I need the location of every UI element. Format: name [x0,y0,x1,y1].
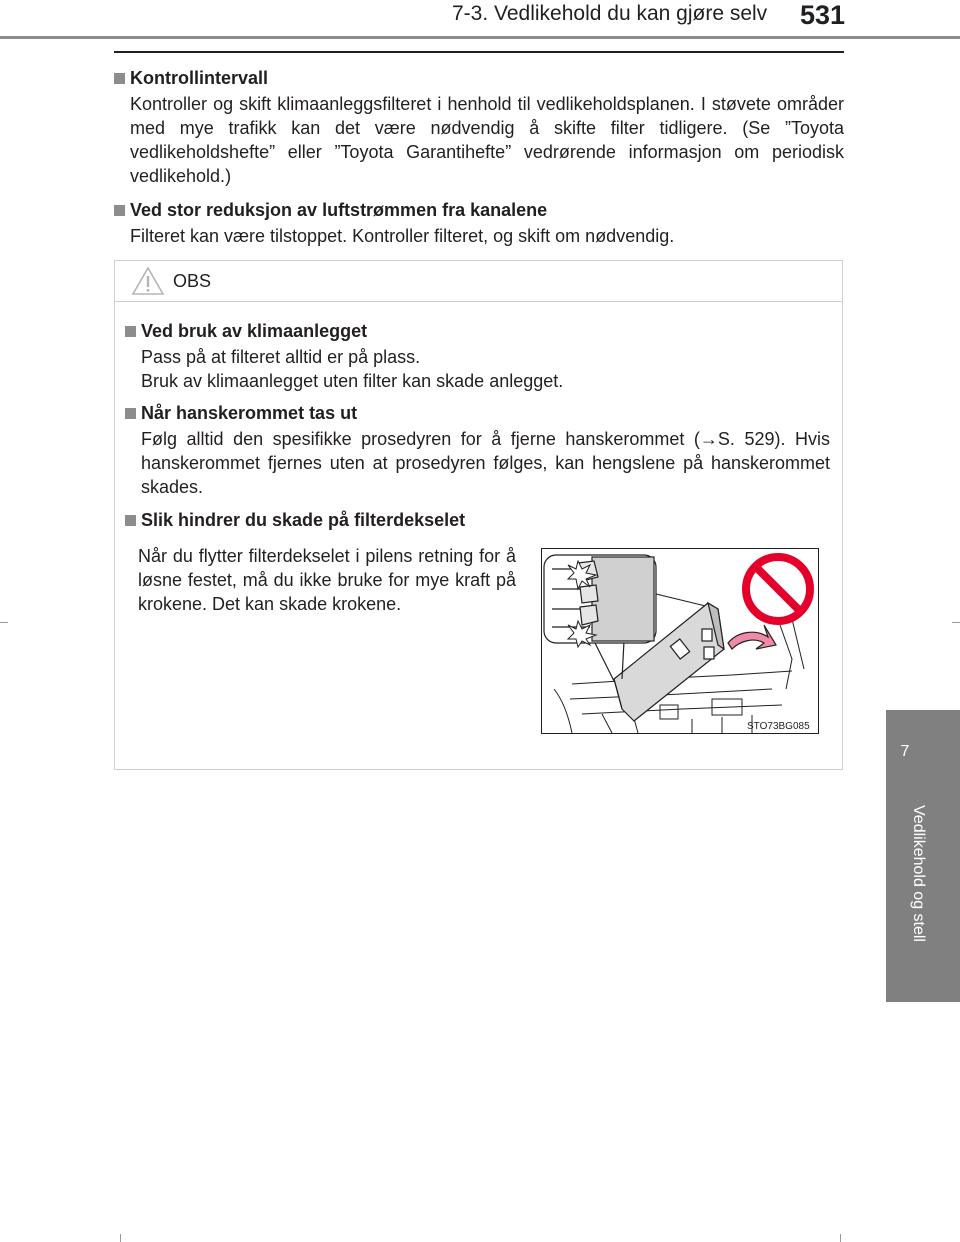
obs-item-hanskerom [125,401,830,499]
square-bullet-icon [125,408,136,419]
obs-item-line: Følg alltid den spesifikke prosedyren for å fjerne hanskerommet (→S. 529). Hvis hanskerommet fjernes uten at prosedyren følges, kan hengslene på hanskerommet skades. [141,429,830,497]
running-header: 7-3. Vedlikehold du kan gjøre selv [452,2,768,25]
obs-item-heading: Slik hindrer du skade på filterdekselet [141,510,466,530]
illustration-id: STO73BG085 [747,721,810,732]
obs-label: OBS [173,271,212,291]
header-divider [0,36,960,39]
direction-arrow-icon [728,625,776,649]
obs-item-heading: Når hanskerommet tas ut [141,403,358,423]
square-bullet-icon [114,205,125,216]
chapter-label: Vedlikehold og stell [910,805,927,942]
section-heading: Ved stor reduksjon av luftstrømmen fra kanalene [130,200,548,220]
crop-mark-left [0,622,8,623]
illustration-caption: Når du flytter filterdekselet i pilens retning for å løsne festet, må du ikke bruke for mye kraft på krokene. Det kan skade krokene. [138,546,516,614]
section-body: Filteret kan være tilstoppet. Kontroller filteret, og skift om nødvendig. [130,226,675,246]
obs-header [115,261,842,302]
section-heading: Kontrollintervall [130,68,269,88]
obs-item-heading: Ved bruk av klimaanlegget [141,321,368,341]
obs-item-klimaanlegg [125,319,830,393]
square-bullet-icon [125,326,136,337]
filter-cover-drawing [542,549,818,733]
section-luftstrom [114,198,844,248]
prohibition-icon [746,557,810,621]
crop-mark-bottom-left [120,1234,121,1242]
content-top-divider [114,51,844,53]
page-number: 531 [800,0,846,30]
filter-cover-illustration [541,548,819,734]
obs-item-line: Bruk av klimaanlegget uten filter kan skade anlegget. [141,371,564,391]
section-kontrollintervall [114,66,844,188]
crop-mark-right [952,622,960,623]
chapter-number: 7 [900,743,910,760]
crop-mark-bottom-right [840,1234,841,1242]
square-bullet-icon [114,73,125,84]
obs-item-filterdeksel [125,508,830,532]
square-bullet-icon [125,515,136,526]
obs-item-line: Pass på at filteret alltid er på plass. [141,347,421,367]
section-body: Kontroller og skift klimaanleggsfilteret i henhold til vedlikeholdsplanen. I støvete områder med mye trafikk kan det være nødvendig å skifte filter tidligere. (Se ”Toyota vedlikeholdshefte” eller ”Toyota Garantihefte” vedrørende informasjon om periodisk vedlikehold.) [130,94,844,186]
warning-triangle-icon [131,266,165,296]
